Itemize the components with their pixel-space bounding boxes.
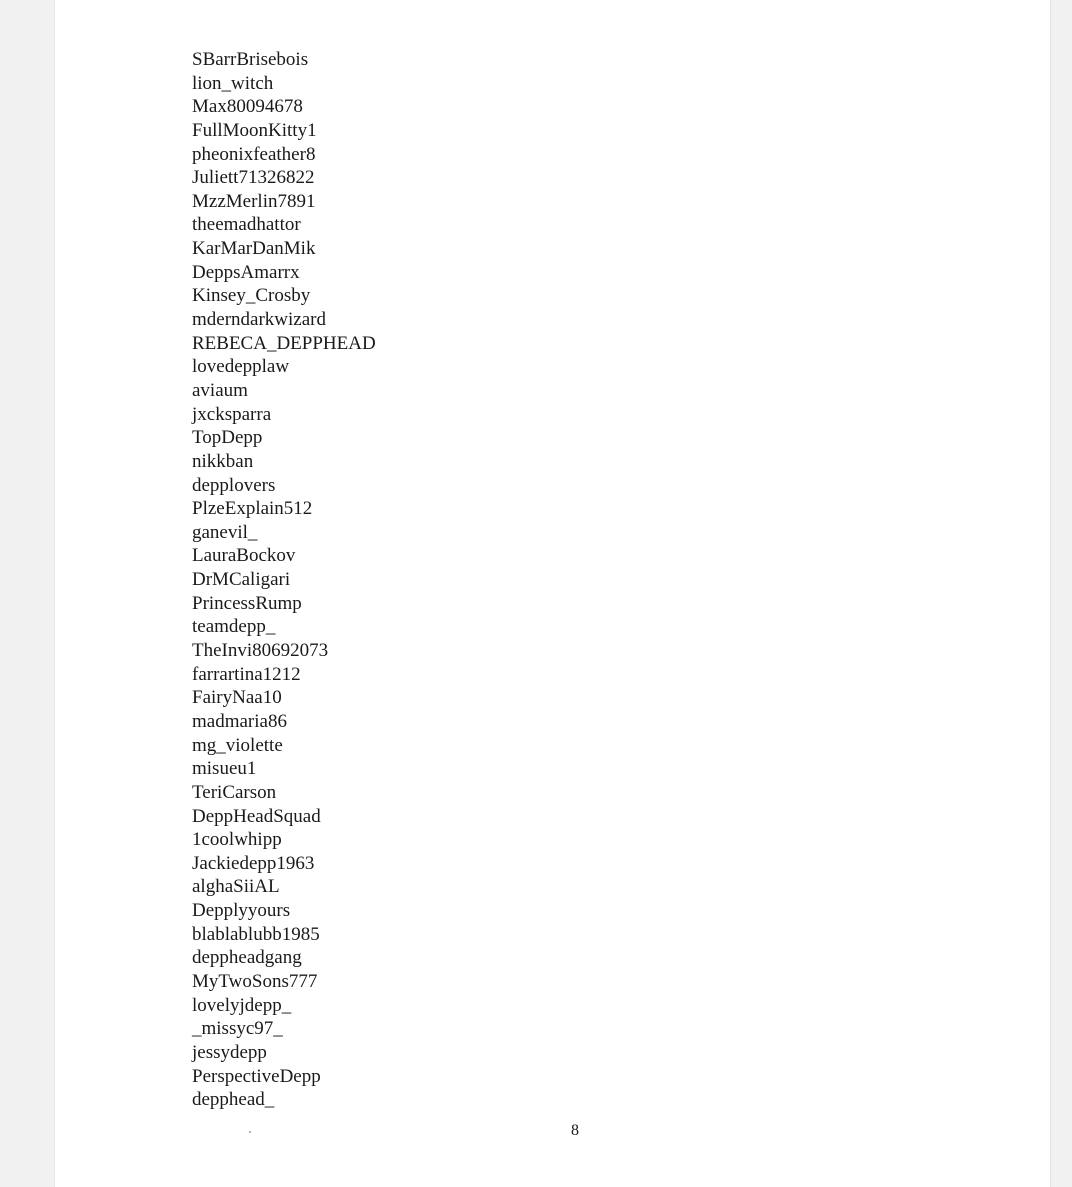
username-item: teamdepp_ [192, 616, 276, 638]
username-item: TheInvi80692073 [192, 640, 329, 662]
username-item: depphead_ [192, 1089, 275, 1111]
username-item: Jackiedepp1963 [192, 852, 315, 874]
username-item: jxcksparra [192, 403, 272, 425]
username-item: misueu1 [192, 758, 257, 780]
username-item: DeppsAmarrx [192, 261, 300, 283]
username-item: LauraBockov [192, 545, 296, 567]
username-item: jessydepp [192, 1041, 267, 1063]
username-list [192, 48, 376, 1112]
page-number: 8 [571, 1122, 579, 1139]
username-item: mg_violette [192, 734, 283, 756]
username-item: depplovers [192, 474, 276, 496]
username-item: theemadhattor [192, 214, 301, 236]
username-item: deppheadgang [192, 947, 302, 969]
username-item: FullMoonKitty1 [192, 119, 317, 141]
username-item: 1coolwhipp [192, 829, 282, 851]
username-item: MzzMerlin7891 [192, 190, 316, 212]
username-item: ganevil_ [192, 521, 258, 543]
username-item: TopDepp [192, 427, 263, 449]
username-item: Max80094678 [192, 96, 303, 118]
username-item: aviaum [192, 379, 248, 401]
username-item: DrMCaligari [192, 569, 291, 591]
username-item: TeriCarson [192, 781, 277, 803]
username-item: blablablubb1985 [192, 923, 320, 945]
username-item: PrincessRump [192, 592, 302, 614]
username-item: madmaria86 [192, 710, 287, 732]
username-item: _missyc97_ [192, 1018, 283, 1040]
username-item: alghaSiiAL [192, 876, 280, 898]
username-item: MyTwoSons777 [192, 970, 318, 992]
username-item: FairyNaa10 [192, 687, 282, 709]
username-item: lovedepplaw [192, 356, 290, 378]
username-item: farrartina1212 [192, 663, 301, 685]
document-page [55, 0, 1050, 1187]
username-item: Depplyyours [192, 900, 291, 922]
username-item: lovelyjdepp_ [192, 994, 292, 1016]
username-item: Juliett71326822 [192, 167, 315, 189]
username-item: Kinsey_Crosby [192, 285, 311, 307]
username-item: KarMarDanMik [192, 238, 316, 260]
username-item: PerspectiveDepp [192, 1065, 321, 1087]
username-item: pheonixfeather8 [192, 143, 316, 165]
username-item: REBECA_DEPPHEAD [192, 332, 376, 354]
username-item: SBarrBrisebois [192, 49, 309, 70]
username-item: lion_witch [192, 72, 274, 94]
username-item: mderndarkwizard [192, 309, 326, 331]
username-item: nikkban [192, 450, 254, 472]
username-item: PlzeExplain512 [192, 498, 313, 520]
username-item: DeppHeadSquad [192, 805, 321, 827]
